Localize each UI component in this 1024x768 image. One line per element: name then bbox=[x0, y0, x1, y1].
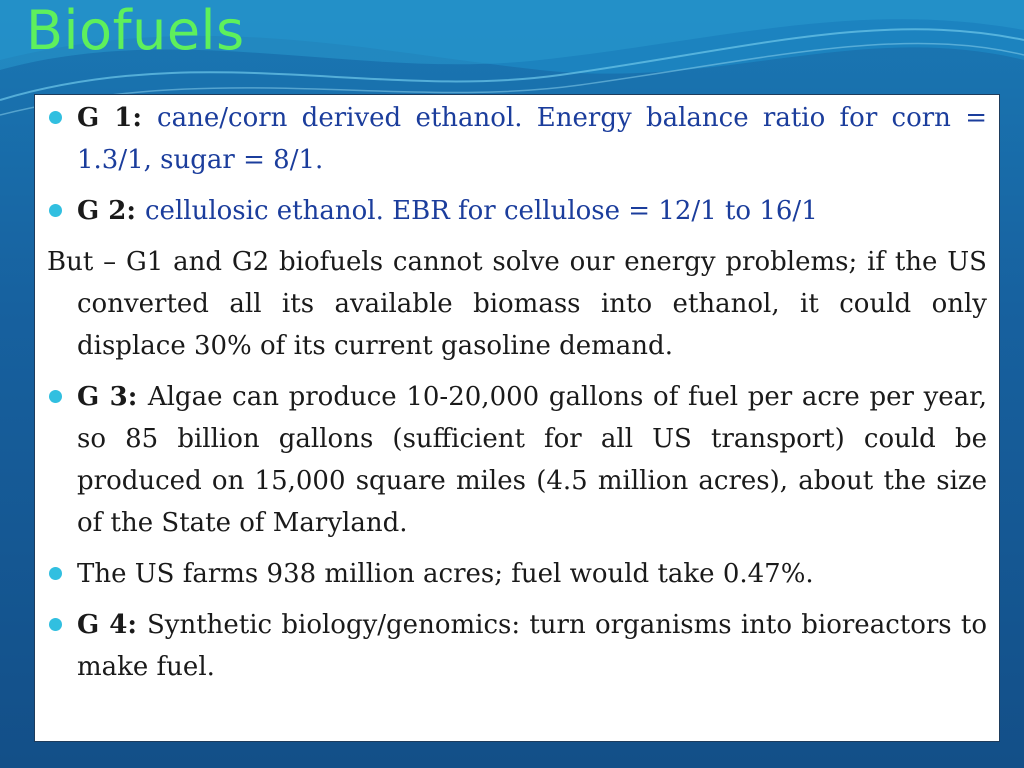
bullet-dot-icon bbox=[49, 204, 62, 217]
bullet-g4 bbox=[47, 604, 987, 688]
g4-text: Synthetic biology/genomics: turn organisms into bioreactors to make fuel. bbox=[77, 610, 987, 682]
bullet-dot-icon bbox=[49, 111, 62, 124]
g2-label: G 2: bbox=[77, 196, 145, 226]
g1-label: G 1: bbox=[77, 103, 158, 133]
slide-title: Biofuels bbox=[26, 0, 245, 62]
us-farms-text: The US farms 938 million acres; fuel would take 0.47%. bbox=[77, 559, 814, 589]
g3-text: Algae can produce 10-20,000 gallons of fuel per acre per year, so 85 billion gallons (sufficient for all US transport) could be produced on 15,000 square miles (4.5 million acres), about the size of the State of Maryland. bbox=[77, 382, 987, 538]
g4-label: G 4: bbox=[77, 610, 147, 640]
g3-label: G 3: bbox=[77, 382, 148, 412]
bullet-dot-icon bbox=[49, 390, 62, 403]
bullet-dot-icon bbox=[49, 618, 62, 631]
bullet-dot-icon bbox=[49, 567, 62, 580]
bullet-g3 bbox=[47, 376, 987, 544]
content-box bbox=[34, 94, 1000, 742]
bullet-g1 bbox=[47, 97, 987, 181]
g2-text: cellulosic ethanol. EBR for cellulose = 12/1 to 16/1 bbox=[145, 196, 818, 226]
bullet-g2 bbox=[47, 190, 987, 232]
bullet-us-farms bbox=[47, 553, 987, 595]
g1-text: cane/corn derived ethanol. Energy balance ratio for corn = 1.3/1, sugar = 8/1. bbox=[77, 103, 987, 175]
but-paragraph: But – G1 and G2 biofuels cannot solve our energy problems; if the US converted all its available biomass into ethanol, it could only displace 30% of its current gasoline demand. bbox=[47, 247, 987, 361]
